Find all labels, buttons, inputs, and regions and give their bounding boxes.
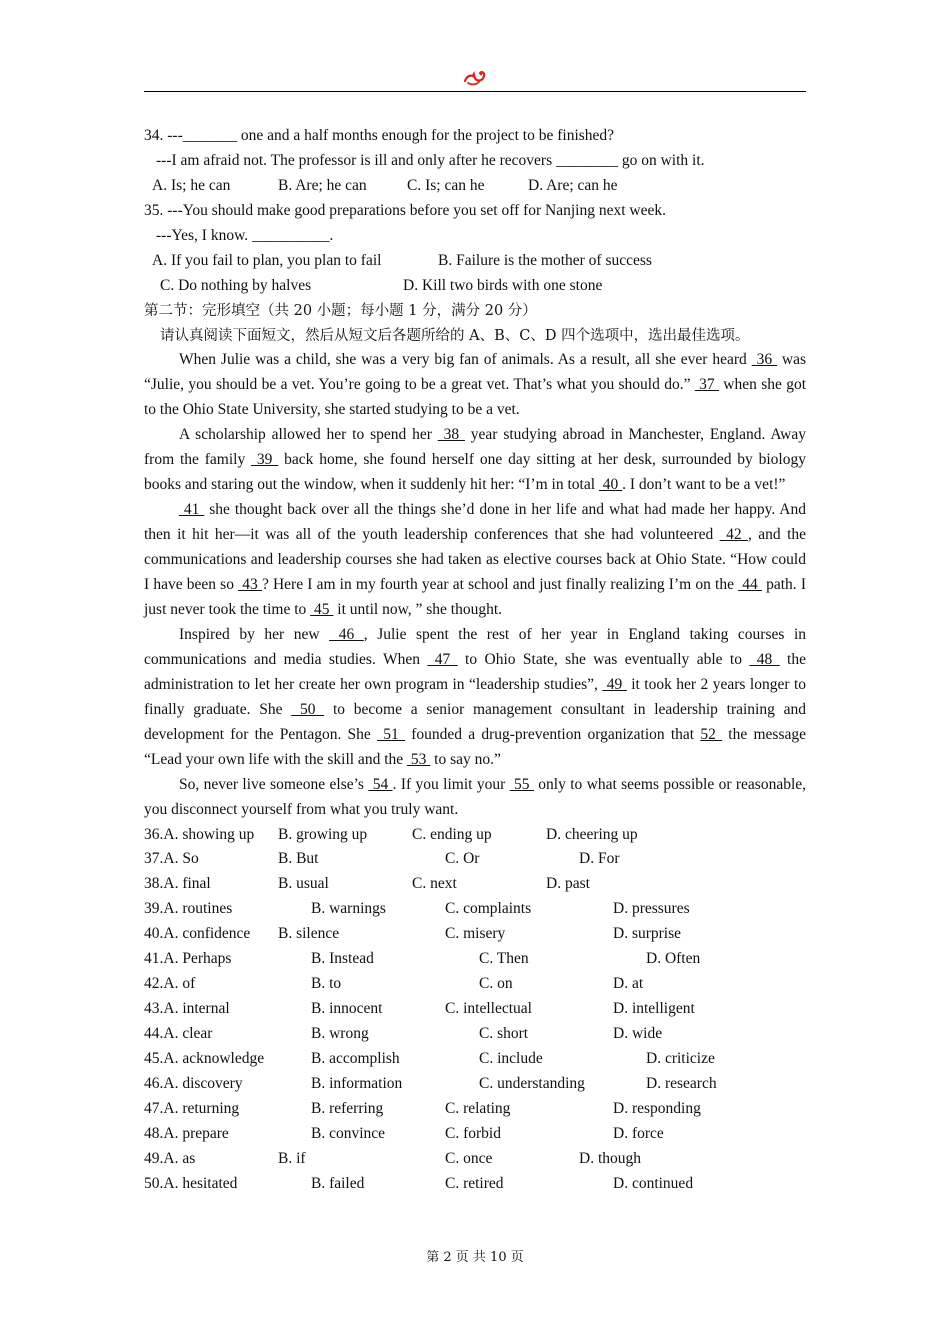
q34-reply: ---I am afraid not. The professor is ill and only after he recovers ________ go on with it. (156, 151, 705, 169)
option-c[interactable]: C. Or (445, 850, 480, 868)
blank-43[interactable]: 43 (238, 576, 262, 594)
passage-text: back home, she found herself one day sitting at her desk, surrounded by biology books and staring out the window, when it suddenly hit her: “I’m in total (144, 451, 806, 494)
options-row-45 (144, 1047, 806, 1072)
section-title: 第二节：完形填空（共 20 小题；每小题 1 分，满分 20 分） (144, 302, 537, 319)
option-a[interactable]: 40.A. confidence (144, 925, 251, 943)
blank-40[interactable]: 40 (598, 476, 623, 494)
q35-reply: ---Yes, I know. __________. (156, 226, 334, 244)
option-d[interactable]: D. For (579, 850, 620, 868)
option-c[interactable]: C. on (479, 975, 513, 993)
blank-53[interactable]: 53 (407, 750, 431, 768)
passage-text: Inspired by her new (179, 625, 330, 643)
option-d[interactable]: D. though (579, 1149, 641, 1167)
option-b[interactable]: B. accomplish (311, 1049, 400, 1067)
blank-41[interactable]: 41 (179, 501, 205, 519)
option-d[interactable]: D. past (546, 875, 590, 893)
option-a[interactable]: 49.A. as (144, 1149, 196, 1167)
blank-47[interactable]: 47 (427, 650, 458, 668)
blank-45[interactable]: 45 (310, 600, 334, 618)
options-row-41 (144, 947, 806, 972)
option-a[interactable]: 41.A. Perhaps (144, 950, 232, 968)
passage-text: the administration to let her create her own program in “leadership studies”, (144, 650, 806, 693)
option-d[interactable]: D. pressures (613, 900, 690, 918)
passage-text: So, never live someone else’s (179, 775, 369, 793)
q35-option-b[interactable]: B. Failure is the mother of success (438, 251, 652, 269)
q34-options (144, 174, 806, 199)
passage-text: year studying abroad in Manchester, England. Away from the family (144, 426, 807, 469)
exam-content (144, 124, 806, 1197)
option-b[interactable]: B. convince (311, 1124, 386, 1142)
options-row-46 (144, 1072, 806, 1097)
options-row-44 (144, 1022, 806, 1047)
options-row-37 (144, 847, 806, 872)
option-a[interactable]: 36.A. showing up (144, 825, 255, 843)
option-c[interactable]: C. complaints (445, 900, 532, 918)
passage-text: the message “Lead your own life with the skill and the (144, 725, 806, 768)
options-row-49 (144, 1147, 806, 1172)
option-d[interactable]: D. at (613, 975, 644, 993)
option-c[interactable]: C. intellectual (445, 1000, 532, 1018)
passage-text: it took her 2 years longer to finally graduate. She (144, 675, 807, 718)
passage-text: When Julie was a child, she was a very big fan of animals. As a result, all she ever heard (179, 351, 752, 369)
blank-51[interactable]: 51 (377, 725, 405, 743)
q34-option-a[interactable]: A. Is; he can (152, 176, 231, 194)
option-b[interactable]: B. information (311, 1074, 403, 1092)
passage-text: she thought back over all the things she’d done in her life and what had made her happy. And then it hit her—it was all of the youth leadership conferences that she had volunteered (144, 501, 807, 544)
option-b[interactable]: B. if (278, 1149, 306, 1167)
option-b[interactable]: B. innocent (311, 1000, 383, 1018)
blank-42[interactable]: 42 (719, 526, 748, 544)
passage-text: . I don’t want to be a vet!” (622, 476, 786, 494)
option-d[interactable]: D. continued (613, 1174, 694, 1192)
passage-text: . If you limit your (392, 775, 510, 793)
q34-stem: 34. ---_______ one and a half months enough for the project to be finished? (144, 127, 615, 144)
option-d[interactable]: D. responding (613, 1099, 701, 1117)
option-c[interactable]: C. relating (445, 1099, 511, 1117)
passage-text: was “Julie, you should be a vet. You’re going to be a great vet. That’s what you should do.” (144, 351, 806, 394)
option-a[interactable]: 37.A. So (144, 850, 199, 868)
blank-39[interactable]: 39 (251, 451, 279, 469)
option-d[interactable]: D. intelligent (613, 1000, 695, 1018)
option-c[interactable]: C. understanding (479, 1074, 585, 1092)
option-d[interactable]: D. research (646, 1074, 717, 1092)
option-b[interactable]: B. growing up (278, 825, 368, 843)
option-c[interactable]: C. once (445, 1149, 493, 1167)
passage-text: it until now, ” she thought. (333, 600, 503, 618)
options-row-47 (144, 1097, 806, 1122)
options-row-39 (144, 897, 806, 922)
options-row-50 (144, 1172, 806, 1197)
passage-text: founded a drug-prevention organization that (405, 725, 701, 743)
option-b[interactable]: B. But (278, 850, 319, 868)
passage-paragraph-4 (144, 623, 806, 773)
q35-options-row1 (144, 249, 806, 274)
options-row-36 (144, 823, 806, 848)
passage-text: , Julie spent the rest of her year in England taking courses in communications and media studies. When (144, 625, 807, 668)
passage-text: ? Here I am in my fourth year at school and just finally realizing I’m on the (261, 576, 739, 594)
section-instruction: 请认真阅读下面短文，然后从短文后各题所给的 A、B、C、D 四个选项中，选出最佳选项。 (160, 327, 750, 344)
passage-text: only to what seems possible or reasonable, you disconnect yourself from what you truly want. (144, 775, 807, 818)
passage-paragraph-1 (144, 348, 806, 423)
blank-52[interactable]: 52 (700, 725, 723, 743)
options-row-40 (144, 922, 806, 947)
passage-paragraph-3 (144, 498, 806, 623)
header-rule (144, 91, 806, 92)
option-c[interactable]: C. Then (479, 950, 529, 968)
passage-paragraph-2 (144, 423, 806, 498)
q35-option-a[interactable]: A. If you fail to plan, you plan to fail (152, 251, 382, 269)
option-b[interactable]: B. silence (278, 925, 340, 943)
option-b[interactable]: B. to (311, 975, 342, 993)
passage-text: A scholarship allowed her to spend her (179, 426, 438, 444)
option-a[interactable]: 48.A. prepare (144, 1124, 229, 1142)
option-b[interactable]: B. failed (311, 1174, 365, 1192)
page-footer: 第 2 页 共 10 页 (426, 1250, 524, 1265)
option-a[interactable]: 46.A. discovery (144, 1074, 243, 1092)
option-c[interactable]: C. forbid (445, 1124, 501, 1142)
passage-text: when she got to the Ohio State University, she started studying to be a vet. (144, 376, 807, 419)
option-c[interactable]: C. next (412, 875, 457, 893)
option-a[interactable]: 47.A. returning (144, 1099, 240, 1117)
option-b[interactable]: B. wrong (311, 1025, 369, 1043)
q34-option-d[interactable]: D. Are; can he (528, 176, 618, 194)
option-d[interactable]: D. Often (646, 950, 701, 968)
q35-option-c[interactable]: C. Do nothing by halves (160, 276, 312, 294)
option-a[interactable]: 44.A. clear (144, 1025, 213, 1043)
options-row-38 (144, 872, 806, 897)
passage-text: path. I just never took the time to (144, 576, 806, 618)
blank-50[interactable]: 50 (291, 700, 325, 718)
blank-37[interactable]: 37 (694, 376, 719, 394)
option-d[interactable]: D. force (613, 1124, 664, 1142)
options-row-43 (144, 997, 806, 1022)
passage-text: to Ohio State, she was eventually able to (457, 650, 750, 668)
blank-54[interactable]: 54 (368, 775, 393, 793)
option-a[interactable]: 38.A. final (144, 875, 211, 893)
q34-option-c[interactable]: C. Is; can he (407, 176, 485, 194)
blank-48[interactable]: 48 (749, 650, 780, 668)
q35-option-d[interactable]: D. Kill two birds with one stone (403, 276, 603, 294)
blank-38[interactable]: 38 (437, 426, 465, 444)
option-c[interactable]: C. include (479, 1049, 543, 1067)
option-d[interactable]: D. surprise (613, 925, 682, 943)
option-b[interactable]: B. warnings (311, 900, 386, 918)
option-b[interactable]: B. Instead (311, 950, 374, 968)
option-d[interactable]: D. cheering up (546, 825, 638, 843)
blank-55[interactable]: 55 (509, 775, 534, 793)
option-a[interactable]: 42.A. of (144, 975, 196, 993)
options-row-48 (144, 1122, 806, 1147)
blank-44[interactable]: 44 (738, 576, 762, 594)
blank-46[interactable]: 46 (329, 625, 364, 643)
passage-text: , and the communications and leadership courses she had taken as elective courses back at Ohio State. “How could I have been so (144, 526, 806, 594)
option-a[interactable]: 45.A. acknowledge (144, 1049, 265, 1067)
option-c[interactable]: C. ending up (412, 825, 492, 843)
red-dragon-logo-icon (462, 68, 488, 88)
option-a[interactable]: 50.A. hesitated (144, 1174, 238, 1192)
option-c[interactable]: C. misery (445, 925, 506, 943)
blank-49[interactable]: 49 (602, 675, 627, 693)
blank-36[interactable]: 36 (751, 351, 777, 369)
options-row-42 (144, 972, 806, 997)
option-d[interactable]: D. criticize (646, 1049, 715, 1067)
option-d[interactable]: D. wide (613, 1025, 663, 1043)
option-c[interactable]: C. retired (445, 1174, 504, 1192)
option-c[interactable]: C. short (479, 1025, 529, 1043)
option-b[interactable]: B. usual (278, 875, 329, 893)
q35-options-row2 (144, 274, 806, 299)
option-b[interactable]: B. referring (311, 1099, 384, 1117)
q35-stem: 35. ---You should make good preparations before you set off for Nanjing next week. (144, 201, 667, 219)
passage-text: to become a senior management consultant in leadership training and development for the Pentagon. She (144, 700, 806, 743)
option-a[interactable]: 43.A. internal (144, 1000, 230, 1018)
passage-text: to say no.” (430, 750, 501, 768)
passage-paragraph-5 (144, 773, 806, 823)
option-a[interactable]: 39.A. routines (144, 900, 233, 918)
q34-option-b[interactable]: B. Are; he can (278, 176, 367, 194)
